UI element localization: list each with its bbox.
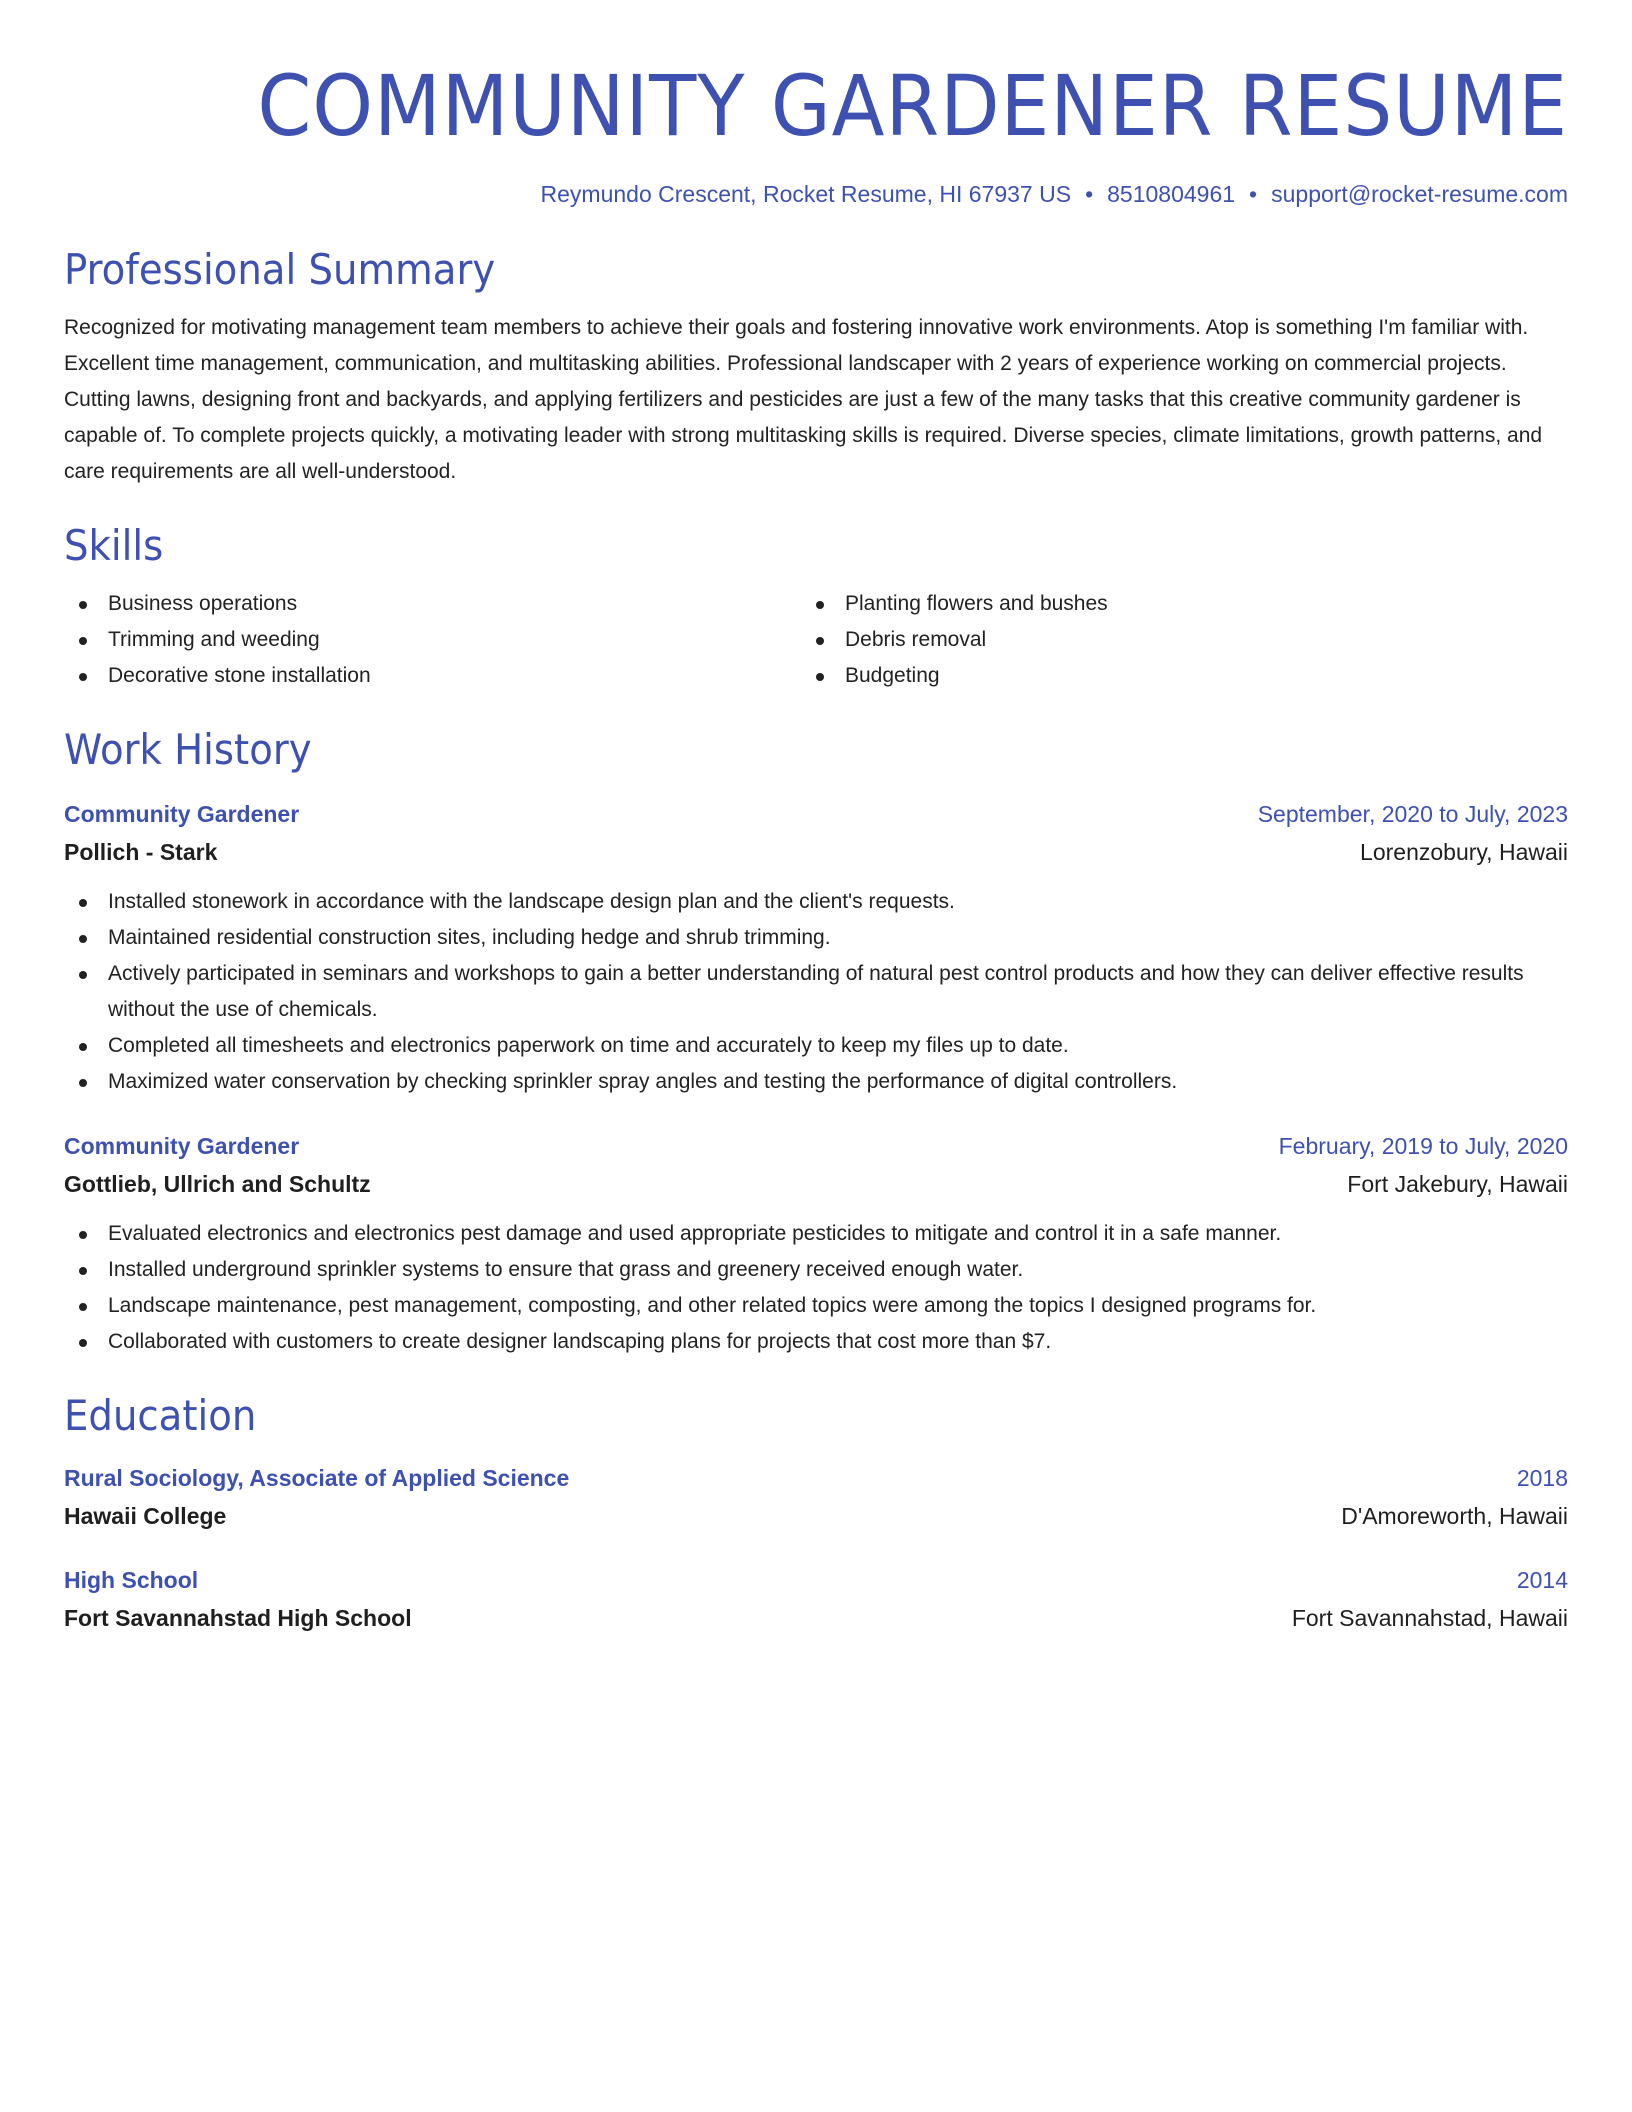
education-heading: Education <box>64 1391 257 1440</box>
job-employer: Gottlieb, Ullrich and Schultz <box>64 1171 371 1197</box>
job-bullet: Collaborated with customers to create designer landscaping plans for projects that cost more than $7. <box>64 1324 1568 1360</box>
job-location: Fort Jakebury, Hawaii <box>1347 1171 1568 1197</box>
job-bullet: Installed stonework in accordance with the landscape design plan and the client's requests. <box>64 884 1568 920</box>
job-bullet: Actively participated in seminars and workshops to gain a better understanding of natural pest control products and how they can deliver effective results without the use of chemicals. <box>64 956 1568 1028</box>
education-year: 2014 <box>1516 1567 1568 1593</box>
job-entry <box>64 1128 1568 1360</box>
contact-separator: • <box>1249 181 1258 207</box>
job-bullet: Landscape maintenance, pest management, composting, and other related topics were among the topics I designed programs for. <box>64 1288 1568 1324</box>
job-entry <box>64 796 1568 1100</box>
job-dates: September, 2020 to July, 2023 <box>1257 801 1568 827</box>
job-bullet: Maximized water conservation by checking sprinkler spray angles and testing the performance of digital controllers. <box>64 1064 1568 1100</box>
job-role: Community Gardener <box>64 801 300 827</box>
contact-address: Reymundo Crescent, Rocket Resume, HI 67937 US <box>540 181 1072 207</box>
education-location: Fort Savannahstad, Hawaii <box>1291 1605 1568 1631</box>
contact-line <box>64 178 1568 210</box>
contact-phone: 8510804961 <box>1107 181 1236 207</box>
education-entry <box>64 1562 1568 1638</box>
job-header <box>64 796 1568 832</box>
skill-item: Debris removal <box>801 622 1538 658</box>
job-subheader <box>64 1164 1568 1204</box>
education-subheader <box>64 1496 1568 1536</box>
skills-column-left <box>64 586 801 694</box>
job-bullets <box>64 884 1568 1100</box>
job-bullet: Maintained residential construction sites, including hedge and shrub trimming. <box>64 920 1568 956</box>
summary-heading: Professional Summary <box>64 245 496 294</box>
education-header <box>64 1562 1568 1598</box>
skills-column-right <box>801 586 1538 694</box>
education-header <box>64 1460 1568 1496</box>
education-entry <box>64 1460 1568 1536</box>
summary-text: Recognized for motivating management team members to achieve their goals and fostering innovative work environments. Atop is something I'm familiar with. Excellent time management, communication, and multitasking abilities. Professional landscaper with 2 years of experience working on commercial projects. Cutting lawns, designing front and backyards, and applying fertilizers and pesticides are just a few of the many tasks that this creative community gardener is capable of. To complete projects quickly, a motivating leader with strong multitasking skills is required. Diverse species, climate limitations, growth patterns, and care requirements are all well-understood. <box>64 316 1543 483</box>
job-dates: February, 2019 to July, 2020 <box>1278 1133 1568 1159</box>
skill-item: Budgeting <box>801 658 1538 694</box>
job-location: Lorenzobury, Hawaii <box>1360 839 1568 865</box>
job-bullet: Evaluated electronics and electronics pest damage and used appropriate pesticides to mitigate and control it in a safe manner. <box>64 1216 1568 1252</box>
resume-title: COMMUNITY GARDENER RESUME <box>257 57 1568 155</box>
contact-email[interactable]: support@rocket-resume.com <box>1271 181 1568 207</box>
job-bullets <box>64 1216 1568 1360</box>
skill-item: Decorative stone installation <box>64 658 801 694</box>
skill-item: Trimming and weeding <box>64 622 801 658</box>
contact-separator: • <box>1085 181 1094 207</box>
skill-item: Planting flowers and bushes <box>801 586 1538 622</box>
education-degree: High School <box>64 1567 199 1593</box>
education-school: Fort Savannahstad High School <box>64 1605 412 1631</box>
job-bullet: Completed all timesheets and electronics paperwork on time and accurately to keep my files up to date. <box>64 1028 1568 1064</box>
job-header <box>64 1128 1568 1164</box>
education-school: Hawaii College <box>64 1503 227 1529</box>
education-degree: Rural Sociology, Associate of Applied Science <box>64 1465 570 1491</box>
job-role: Community Gardener <box>64 1133 300 1159</box>
work-history-heading: Work History <box>64 725 312 774</box>
education-subheader <box>64 1598 1568 1638</box>
education-year: 2018 <box>1516 1465 1568 1491</box>
skills-list <box>64 586 1568 694</box>
job-subheader <box>64 832 1568 872</box>
education-location: D'Amoreworth, Hawaii <box>1341 1503 1568 1529</box>
skills-heading: Skills <box>64 521 164 570</box>
job-bullet: Installed underground sprinkler systems to ensure that grass and greenery received enough water. <box>64 1252 1568 1288</box>
job-employer: Pollich - Stark <box>64 839 218 865</box>
skill-item: Business operations <box>64 586 801 622</box>
